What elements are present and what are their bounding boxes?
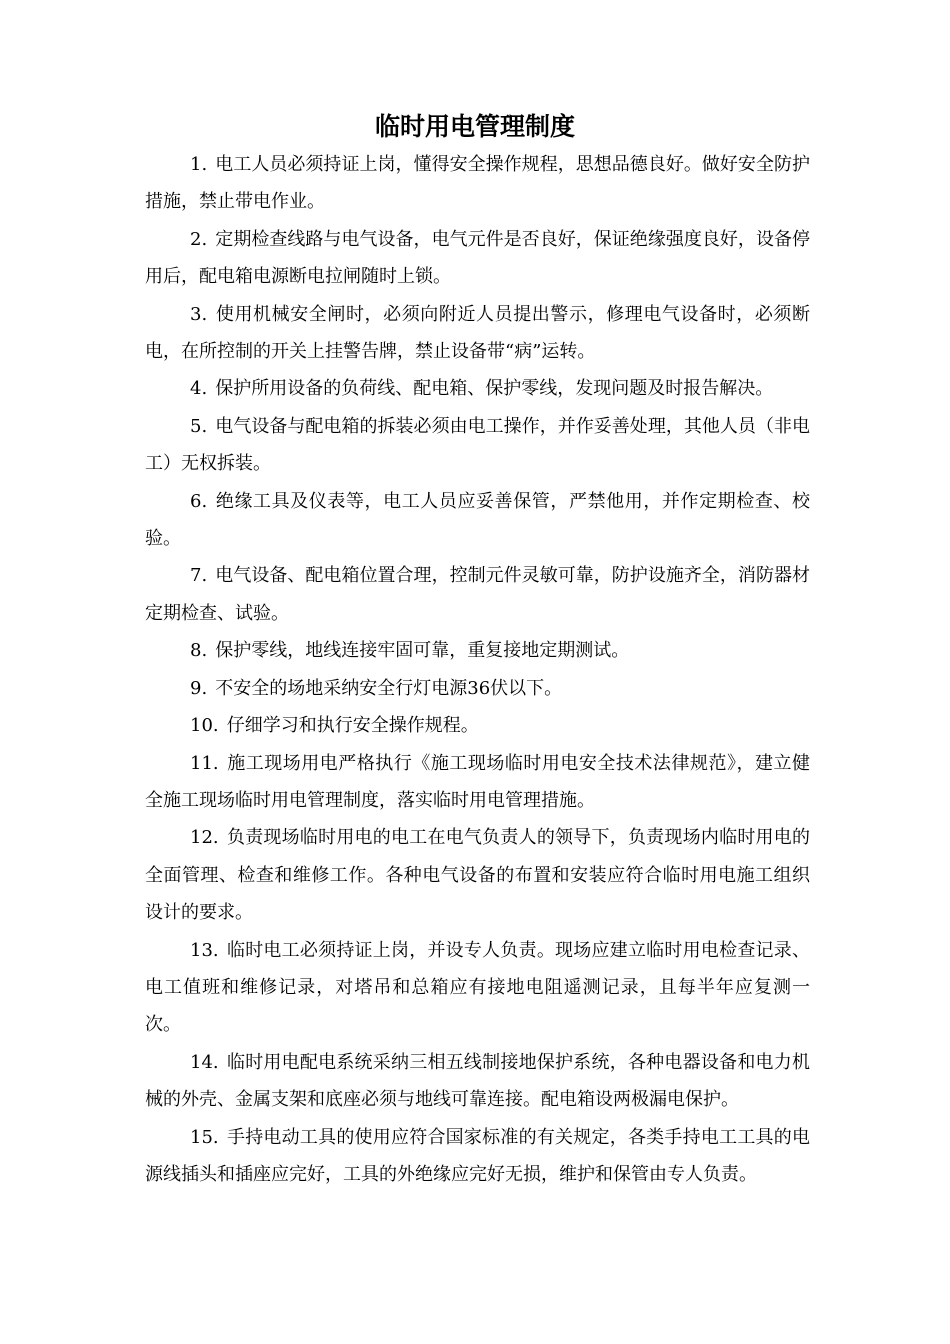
item-text: 手持电动工具的使用应符合国家标准的有关规定，各类手持电工工具的电源线插头和插座应完好，工具的外绝缘应完好无损，维护和保管由专人负责。 xyxy=(145,1126,810,1185)
item-number: 8. xyxy=(190,640,208,662)
item-number: 13. xyxy=(190,939,219,961)
item-number: 4. xyxy=(190,378,208,400)
item-number: 2. xyxy=(190,228,208,250)
list-item xyxy=(145,819,810,931)
list-item xyxy=(145,370,810,407)
item-number: 3. xyxy=(190,303,208,325)
item-text: 电工人员必须持证上岗，懂得安全操作规程，思想品德良好。做好安全防护措施，禁止带电作业。 xyxy=(145,154,810,213)
list-item xyxy=(145,932,810,1044)
item-number: 15. xyxy=(190,1126,219,1148)
item-text: 施工现场用电严格执行《施工现场临时用电安全技术法律规范》，建立健全施工现场临时用电管理制度，落实临时用电管理措施。 xyxy=(145,752,810,811)
item-number: 14. xyxy=(190,1051,219,1073)
item-text: 临时电工必须持证上岗，并设专人负责。现场应建立临时用电检查记录、电工值班和维修记录，对塔吊和总箱应有接地电阻遥测记录，且每半年应复测一次。 xyxy=(145,939,810,1036)
item-number: 6. xyxy=(190,490,208,512)
list-item xyxy=(145,408,810,483)
page-title: 临时用电管理制度 xyxy=(374,112,575,141)
list-item xyxy=(145,221,810,296)
item-text: 绝缘工具及仪表等，电工人员应妥善保管，严禁他用，并作定期检查、校验。 xyxy=(145,490,810,550)
list-item xyxy=(145,483,810,558)
item-text: 电气设备、配电箱位置合理，控制元件灵敏可靠，防护设施齐全，消防器材定期检查、试验。 xyxy=(145,565,810,624)
item-number: 1. xyxy=(190,154,208,175)
list-item xyxy=(145,1044,810,1119)
item-text: 定期检查线路与电气设备，电气元件是否良好，保证绝缘强度良好，设备停用后，配电箱电源断电拉闸随时上锁。 xyxy=(145,228,810,288)
list-item xyxy=(145,557,810,632)
item-number: 11. xyxy=(190,752,219,774)
item-number: 12. xyxy=(190,827,219,849)
item-number: 9. xyxy=(190,677,208,699)
item-number: 7. xyxy=(190,565,208,587)
regulation-list xyxy=(145,146,810,1193)
list-item xyxy=(145,745,810,820)
item-text: 临时用电配电系统采纳三相五线制接地保护系统，各种电器设备和电力机械的外壳、金属支架和底座必须与地线可靠连接。配电箱设两极漏电保护。 xyxy=(145,1051,810,1111)
list-item xyxy=(145,146,810,221)
list-item xyxy=(145,707,810,744)
list-item xyxy=(145,296,810,371)
item-text: 保护所用设备的负荷线、配电箱、保护零线，发现问题及时报告解决。 xyxy=(215,378,774,400)
item-number: 10. xyxy=(190,715,219,737)
list-item xyxy=(145,1119,810,1194)
list-item xyxy=(145,632,810,669)
item-text: 负责现场临时用电的电工在电气负责人的领导下，负责现场内临时用电的全面管理、检查和维修工作。各种电气设备的布置和安装应符合临时用电施工组织设计的要求。 xyxy=(145,827,810,924)
item-number: 5. xyxy=(190,415,208,437)
item-text: 电气设备与配电箱的拆装必须由电工操作，并作妥善处理，其他人员（非电工）无权拆装。 xyxy=(145,415,810,475)
item-text: 仔细学习和执行安全操作规程。 xyxy=(226,715,479,737)
item-text: 保护零线，地线连接牢固可靠，重复接地定期测试。 xyxy=(215,640,630,662)
item-text: 不安全的场地采纳安全行灯电源36伏以下。 xyxy=(215,677,563,699)
item-text: 使用机械安全闸时，必须向附近人员提出警示，修理电气设备时，必须断电，在所控制的开关上挂警告牌，禁止设备带“病”运转。 xyxy=(145,303,810,363)
list-item xyxy=(145,670,810,707)
